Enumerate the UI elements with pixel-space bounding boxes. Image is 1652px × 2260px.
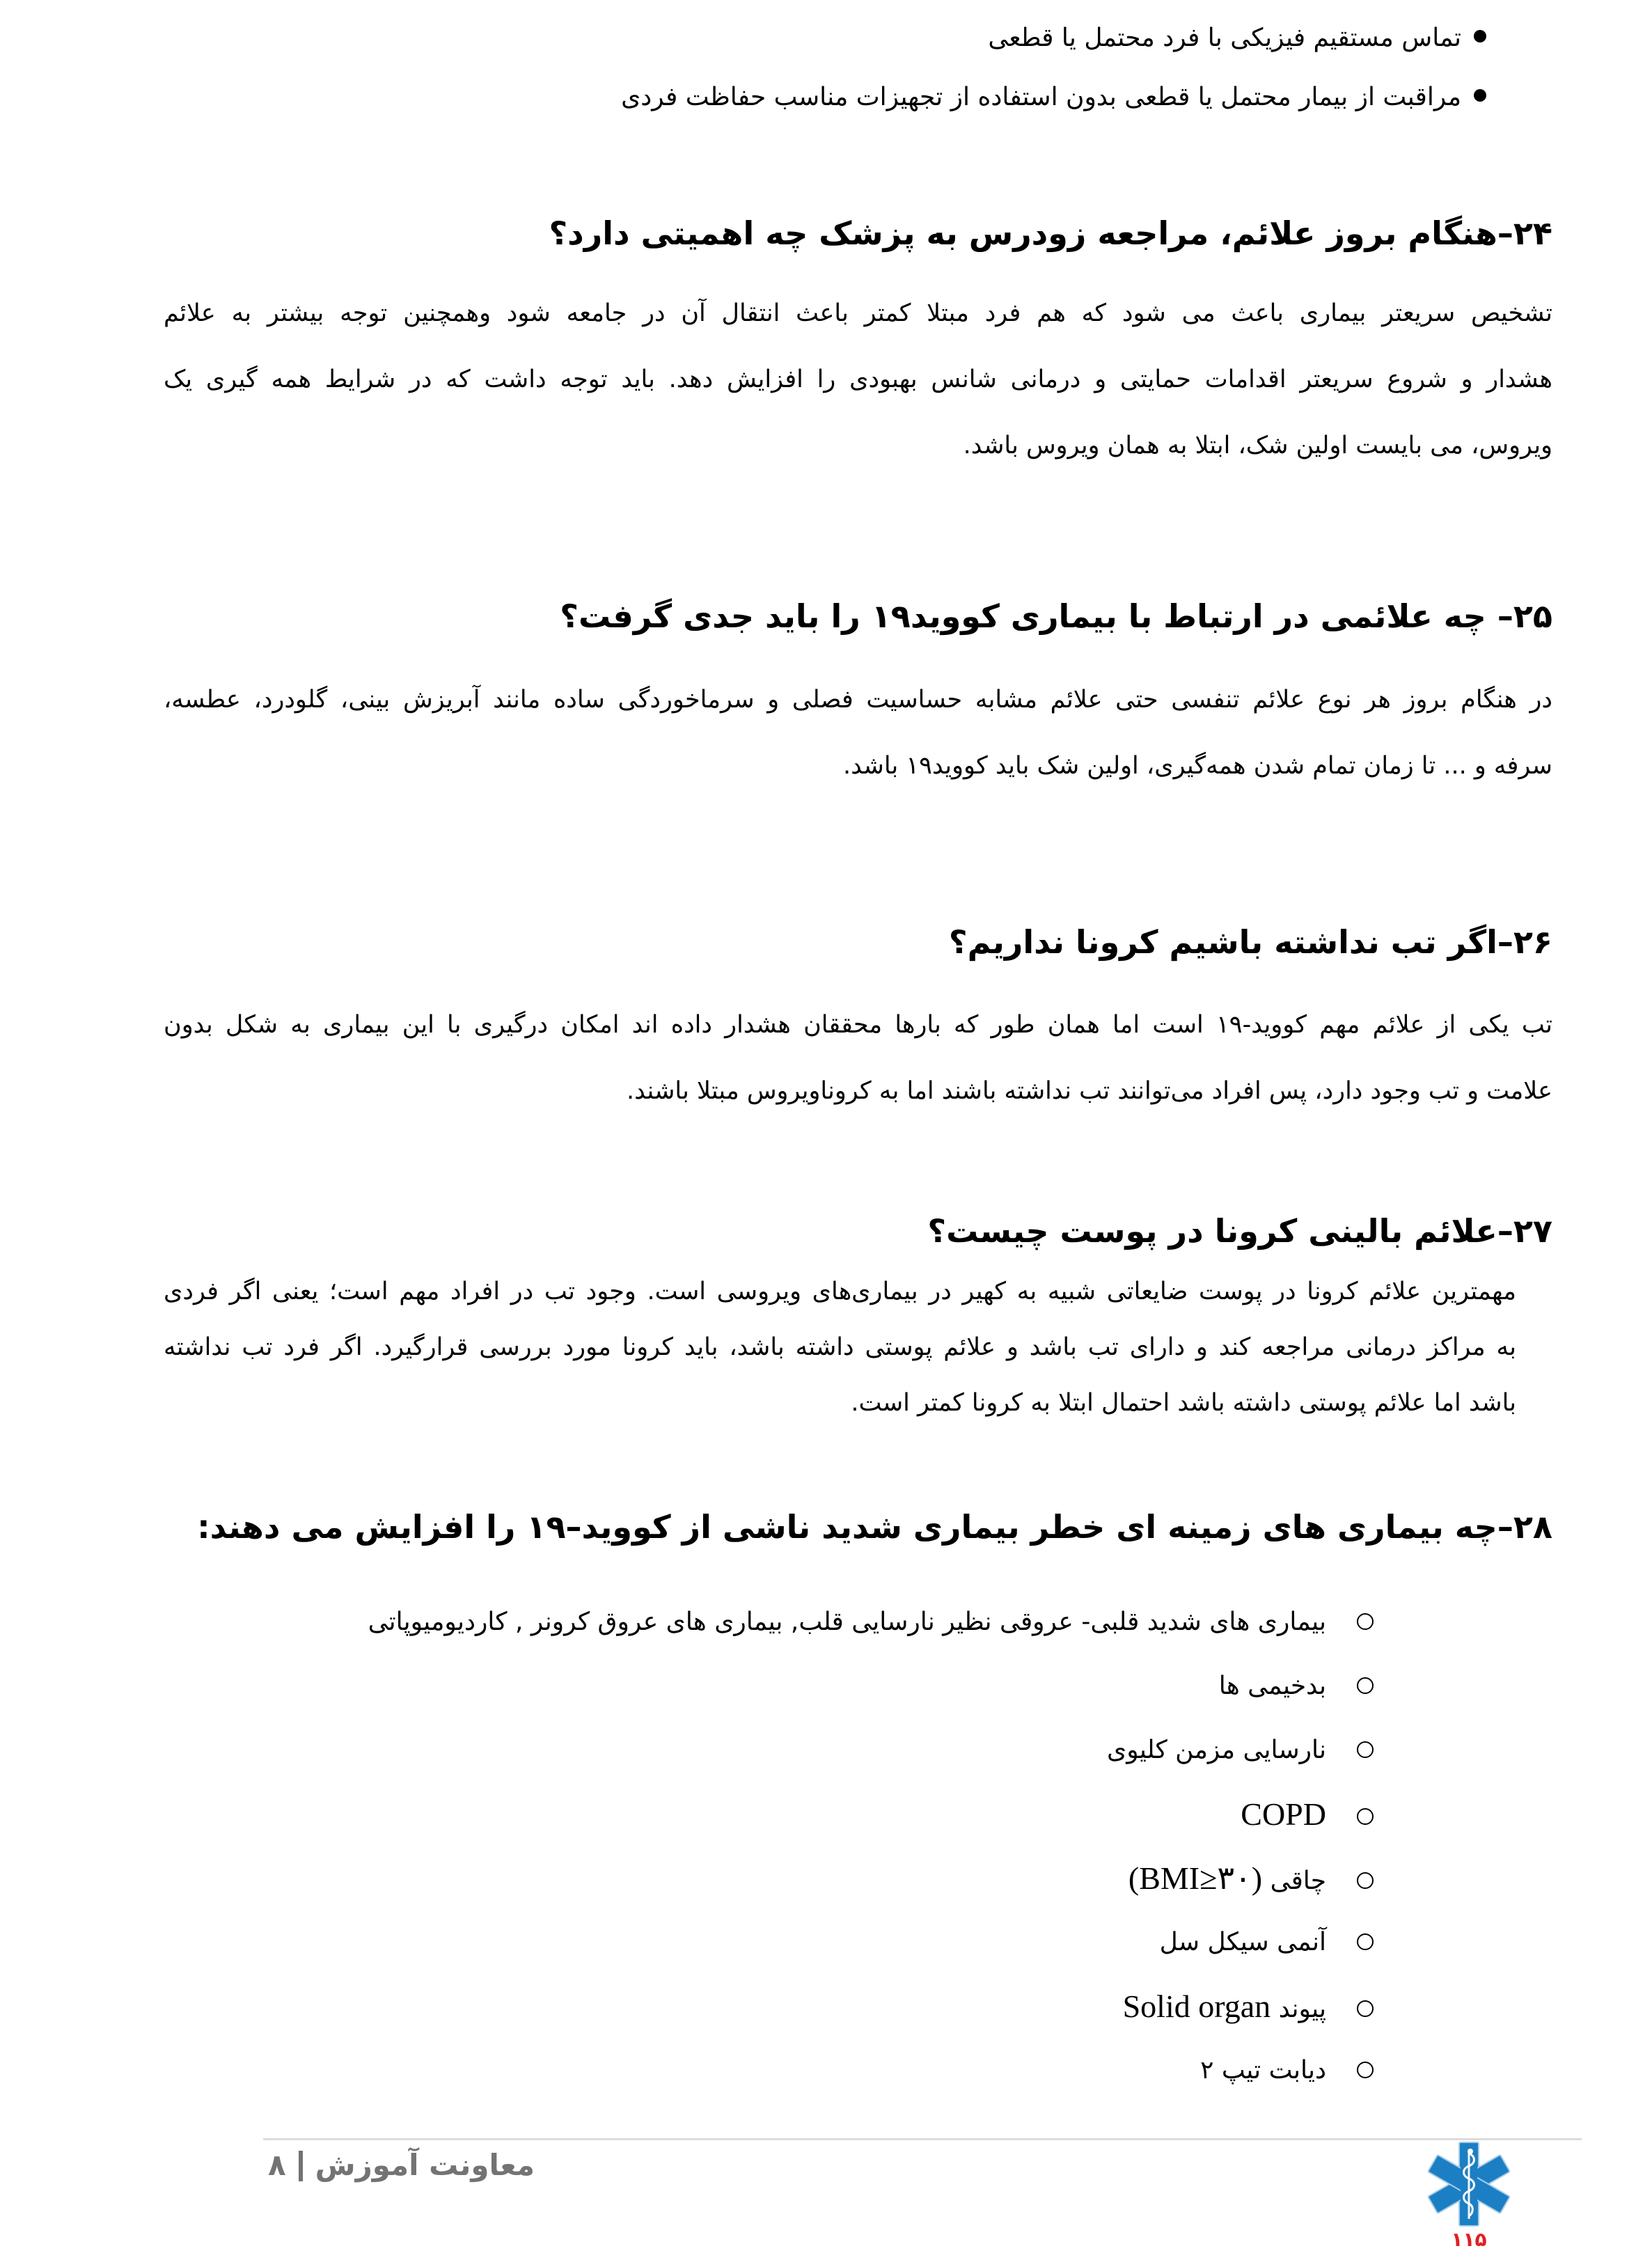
bullet-icon: [1474, 89, 1486, 102]
paragraph-line: هشدار و شروع سریعتر اقدامات حمایتی و درمانی شانس بهبودی را افزایش دهد. باید توجه داشت که در شرایط همه گیری یک: [164, 366, 1552, 393]
bullet-text: تماس مستقیم فیزیکی با فرد محتمل یا قطعی: [988, 24, 1461, 52]
risk-factor-text: دیابت تیپ ۲: [1200, 2056, 1326, 2085]
paragraph-line: ویروس، می بایست اولین شک، ابتلا به همان ویروس باشد.: [963, 432, 1552, 460]
circle-bullet-icon: [1357, 1933, 1374, 1950]
footer-divider: [263, 2138, 1582, 2140]
circle-bullet-icon: [1357, 1872, 1374, 1889]
answer-paragraph-26: [164, 1004, 1552, 1136]
risk-factor-text: آنمی سیکل سل: [1159, 1928, 1326, 1956]
paragraph-line: علامت و تب وجود دارد، پس افراد می‌توانند تب نداشته باشند اما به کروناویروس مبتلا باشند.: [627, 1077, 1552, 1105]
answer-paragraph-27: [164, 1271, 1516, 1438]
footer-separator: [299, 2151, 303, 2181]
risk-factor-latin: (BMI≥۳۰): [1128, 1860, 1263, 1896]
question-heading-25: ۲۵– چه علائمی در ارتباط با بیماری کووید۱۹ را باید جدی گرفت؟: [560, 597, 1552, 635]
risk-factor-list: [368, 1601, 1374, 2114]
circle-bullet-icon: [1357, 1808, 1374, 1825]
circle-bullet-icon: [1357, 2062, 1374, 2078]
risk-factor-item: [368, 1601, 1374, 1665]
question-heading-27: ۲۷–علائم بالینی کرونا در پوست چیست؟: [927, 1212, 1552, 1250]
risk-factor-item: [368, 1986, 1374, 2050]
circle-bullet-icon: [1357, 1613, 1374, 1630]
risk-factor-text: بیماری های شدید قلبی- عروقی نظیر نارسایی قلب, بیماری های عروق کرونر , کاردیومیوپاتی: [368, 1608, 1326, 1636]
star-of-life-icon: [1427, 2141, 1511, 2228]
risk-factor-item: [368, 1794, 1374, 1858]
risk-factor-item: [368, 2050, 1374, 2114]
risk-factor-item: [368, 1922, 1374, 1986]
question-heading-26: ۲۶–اگر تب نداشته باشیم کرونا نداریم؟: [948, 923, 1552, 961]
risk-factor-text: چاقی: [1270, 1867, 1326, 1895]
paragraph-line: تشخیص سریعتر بیماری باعث می شود که هم فرد مبتلا کمتر باعث انتقال آن در جامعه شود وهمچنین توجه بیشتر به علائم: [164, 299, 1552, 327]
risk-factor-text: پیوند: [1278, 1995, 1326, 2023]
question-heading-28: ۲۸–چه بیماری های زمینه ای خطر بیماری شدید ناشی از کووید–۱۹ را افزایش می دهند:: [197, 1508, 1552, 1546]
footer-org-name: معاونت آموزش: [315, 2148, 535, 2182]
risk-factor-latin: Solid organ: [1122, 1988, 1271, 2024]
risk-factor-text: COPD: [1241, 1796, 1326, 1832]
bullet-item: [621, 80, 1486, 115]
risk-factor-text: نارسایی مزمن کلیوی: [1107, 1736, 1326, 1764]
risk-factor-item: [368, 1858, 1374, 1922]
paragraph-line: سرفه و ... تا زمان تمام شدن همه‌گیری، اولین شک باید کووید۱۹ باشد.: [843, 752, 1552, 780]
question-heading-24: ۲۴–هنگام بروز علائم، مراجعه زودرس به پزشک چه اهمیتی دارد؟: [549, 214, 1552, 252]
paragraph-line: تب یکی از علائم مهم کووید-۱۹ است اما همان طور که بارها محققان هشدار داده اند امکان درگیری با این بیماری به شکل بدون: [164, 1011, 1552, 1039]
circle-bullet-icon: [1357, 1677, 1374, 1694]
risk-factor-item: [368, 1729, 1374, 1794]
circle-bullet-icon: [1357, 1741, 1374, 1758]
paragraph-line: به مراکز درمانی مراجعه کند و دارای تب باشد و علائم پوستی داشته باشد، باید کرونا مورد بررسی قرارگیرد. اگر فرد تب نداشته: [164, 1333, 1516, 1361]
answer-paragraph-25: [164, 679, 1552, 811]
page-number: ۸: [268, 2148, 286, 2182]
answer-paragraph-24: [164, 292, 1552, 491]
footer-label: [268, 2148, 535, 2183]
paragraph-line: در هنگام بروز هر نوع علائم تنفسی حتی علائم مشابه حساسیت فصلی و سرماخوردگی ساده مانند آبریزش بینی، گلودرد، عطسه،: [164, 686, 1552, 714]
risk-factor-item: [368, 1665, 1374, 1729]
bullet-icon: [1474, 30, 1486, 42]
bullet-item: [988, 21, 1486, 56]
paragraph-line: مهمترین علائم کرونا در پوست ضایعاتی شبیه به کهیر در بیماری‌های ویروسی است. وجود تب در افراد مهم است؛ یعنی اگر فردی: [164, 1278, 1516, 1305]
paragraph-line: باشد اما علائم پوستی داشته باشد احتمال ابتلا به کرونا کمتر است.: [851, 1389, 1516, 1417]
logo-number: ۱۱۵: [1451, 2228, 1487, 2251]
bullet-text: مراقبت از بیمار محتمل یا قطعی بدون استفاده از تجهیزات مناسب حفاظت فردی: [621, 83, 1461, 111]
circle-bullet-icon: [1357, 2000, 1374, 2017]
risk-factor-text: بدخیمی ها: [1218, 1672, 1326, 1700]
